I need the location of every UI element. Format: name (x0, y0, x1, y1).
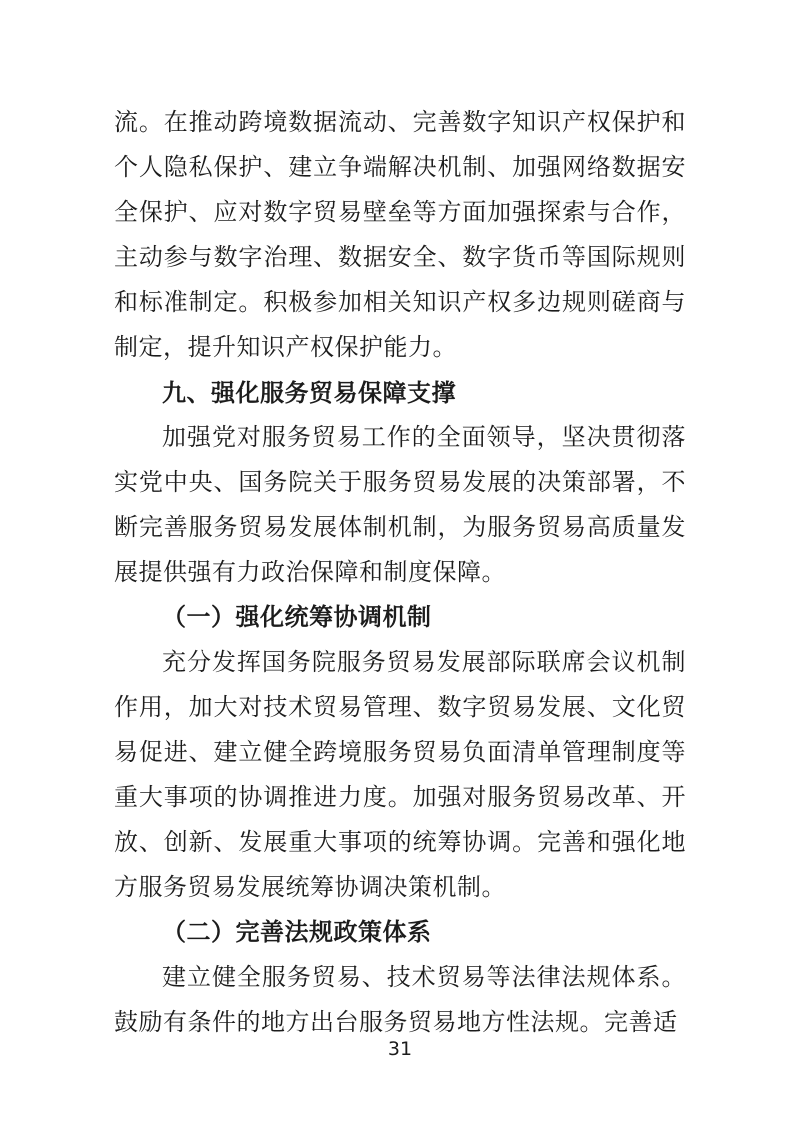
paragraph: 建立健全服务贸易、技术贸易等法律法规体系。鼓励有条件的地方出台服务贸易地方性法规。完善适 (114, 965, 686, 1036)
document-body (114, 101, 686, 1046)
section-heading: （一）强化统筹协调机制 (162, 605, 432, 631)
section-heading: 九、强化服务贸易保障支撑 (162, 380, 456, 407)
paragraph: 充分发挥国务院服务贸易发展部际联席会议机制作用，加大对技术贸易管理、数字贸易发展、文化贸易促进、建立健全跨境服务贸易负面清单管理制度等重大事项的协调推进力度。加强对服务贸易改革、开放、创新、发展重大事项的统筹协调。完善和强化地方服务贸易发展统筹协调决策机制。 (114, 650, 686, 901)
section-heading: （二）完善法规政策体系 (162, 920, 432, 946)
paragraph: 流。在推动跨境数据流动、完善数字知识产权保护和个人隐私保护、建立争端解决机制、加强网络数据安全保护、应对数字贸易壁垒等方面加强探索与合作，主动参与数字治理、数据安全、数字货币等国际规则和标准制定。积极参加相关知识产权多边规则磋商与制定，提升知识产权保护能力。 (114, 110, 686, 361)
page-footer (0, 1036, 800, 1062)
page-number: 31 (387, 1038, 413, 1060)
paragraph: 加强党对服务贸易工作的全面领导，坚决贯彻落实党中央、国务院关于服务贸易发展的决策部署，不断完善服务贸易发展体制机制，为服务贸易高质量发展提供强有力政治保障和制度保障。 (114, 425, 686, 586)
